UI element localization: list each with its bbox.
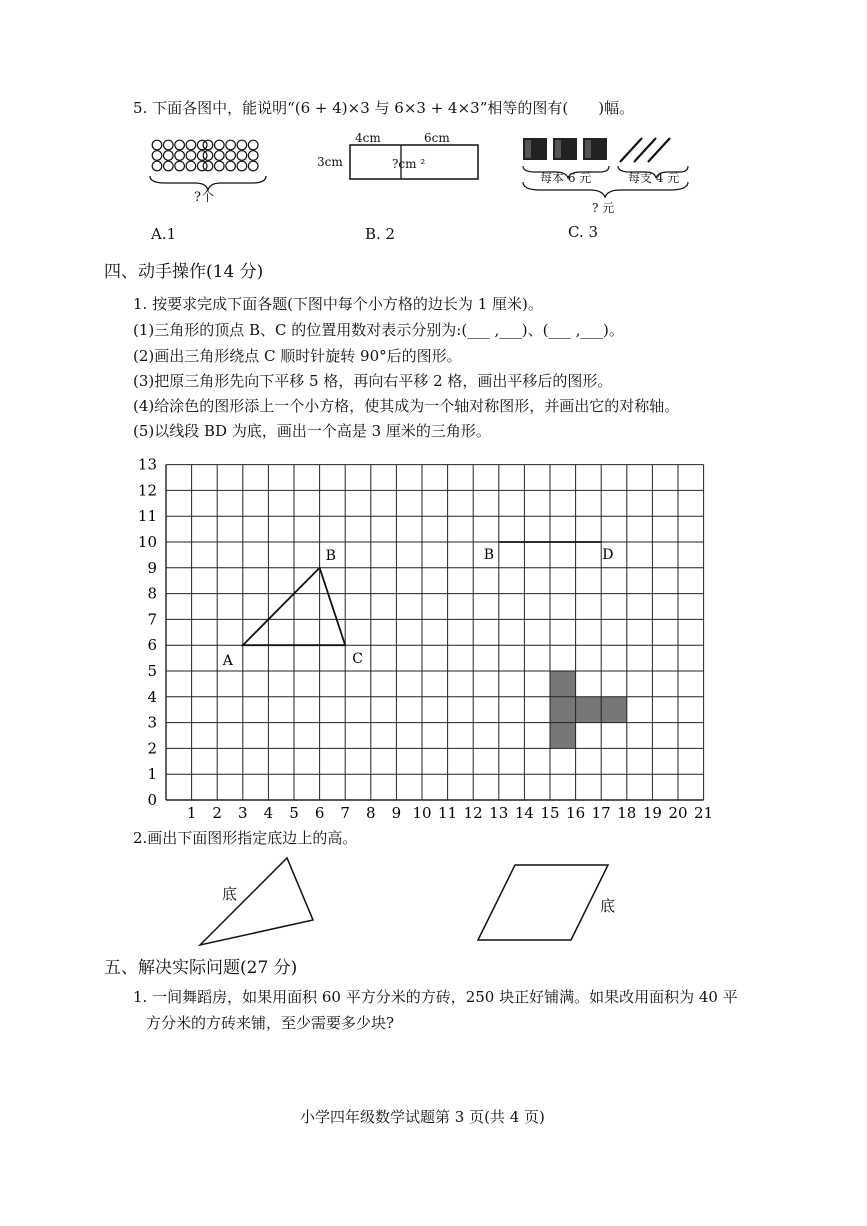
shaded-cell	[550, 671, 576, 697]
counter-circle	[186, 161, 196, 171]
figure-c-pens	[620, 138, 670, 162]
x-tick-label: 14	[514, 804, 534, 822]
counter-circle	[175, 161, 185, 171]
x-tick-label: 3	[238, 804, 248, 822]
counter-circle	[164, 161, 174, 171]
section-4-sub-5: (5)以线段 BD 为底，画出一个高是 3 厘米的三角形。	[133, 422, 491, 440]
y-tick-label: 10	[137, 533, 157, 551]
section-5-q1-line2: 方分米的方砖来铺，至少需要多少块?	[146, 1014, 395, 1032]
section-4-sub-2: (2)画出三角形绕点 C 顺时针旋转 90°后的图形。	[133, 347, 462, 365]
y-tick-label: 12	[137, 481, 157, 500]
counter-circle	[152, 161, 162, 171]
y-tick-label: 7	[147, 610, 157, 629]
shaded-cell	[601, 697, 627, 723]
parallelogram-base-label: 底	[600, 897, 616, 915]
x-tick-label: 1	[186, 804, 197, 822]
section-4-sub-4: (4)给涂色的图形添上一个小方格，使其成为一个轴对称图形，并画出它的对称轴。	[133, 397, 680, 415]
segment-b-label: B	[483, 547, 495, 563]
y-tick-label: 2	[147, 739, 157, 758]
shaded-cell	[576, 697, 602, 723]
x-tick-label: 16	[566, 804, 586, 822]
x-tick-label: 11	[438, 804, 458, 822]
figure-a-circles	[152, 140, 258, 171]
y-tick-label: 11	[137, 507, 157, 526]
counter-circle	[248, 151, 258, 161]
coordinate-grid	[138, 456, 713, 822]
x-tick-label: 12	[463, 804, 483, 822]
x-tick-label: 19	[642, 804, 662, 822]
figure-c-books	[523, 138, 607, 160]
counter-circle	[186, 151, 196, 161]
shaded-cell	[550, 723, 576, 749]
counter-circle	[237, 151, 247, 161]
counter-circle	[215, 161, 225, 171]
option-b: B. 2	[365, 225, 396, 243]
section-4-sub-1: (1)三角形的顶点 B、C 的位置用数对表示分别为:(___ ,___)、(___ ,___)。	[133, 321, 624, 339]
y-tick-label: 8	[147, 584, 157, 603]
question-5-text: 5. 下面各图中，能说明“(6 + 4)×3 与 6×3 + 4×3”相等的图有( )幅。	[133, 99, 635, 117]
counter-circle	[197, 161, 207, 171]
figure-b-side: 3cm	[317, 155, 343, 169]
counter-circle	[203, 151, 213, 161]
counter-circle	[226, 161, 236, 171]
figure-c-book-price: 每本 6 元	[540, 171, 592, 185]
parallelogram-shape	[478, 865, 608, 940]
counter-circle	[237, 161, 247, 171]
y-tick-label: 4	[147, 687, 157, 706]
page-footer: 小学四年级数学试题第 3 页(共 4 页)	[300, 1108, 545, 1126]
figure-a-brace	[150, 176, 266, 190]
y-tick-label: 5	[147, 662, 157, 680]
y-tick-label: 13	[137, 455, 157, 474]
x-tick-label: 8	[366, 804, 376, 822]
counter-circle	[215, 151, 225, 161]
x-tick-label: 18	[617, 804, 637, 822]
figure-a-label: ?个	[194, 190, 214, 205]
counter-circle	[197, 140, 207, 150]
x-tick-label: 6	[314, 804, 325, 822]
section-5-q1-line1: 1. 一间舞蹈房，如果用面积 60 平方分米的方砖，250 块正好铺满。如果改用面积为 40 平	[133, 988, 738, 1006]
x-tick-label: 17	[591, 804, 611, 822]
triangle-base-label: 底	[222, 885, 238, 903]
counter-circle	[186, 140, 196, 150]
y-tick-label: 9	[147, 558, 157, 577]
counter-circle	[226, 140, 236, 150]
counter-circle	[248, 140, 258, 150]
counter-circle	[197, 151, 207, 161]
counter-circle	[175, 151, 185, 161]
figure-b-top-right: 6cm	[424, 131, 450, 145]
section-5-title: 五、解决实际问题(27 分)	[104, 958, 298, 978]
x-tick-label: 9	[391, 804, 402, 822]
shaded-cell	[550, 697, 576, 723]
y-tick-label: 3	[147, 713, 157, 732]
counter-circle	[237, 140, 247, 150]
counter-circle	[175, 140, 185, 150]
section-4-sub-3: (3)把原三角形先向下平移 5 格，再向右平移 2 格，画出平移后的图形。	[133, 372, 613, 390]
section-4-title: 四、动手操作(14 分)	[104, 262, 264, 282]
section-4-q2: 2.画出下面图形指定底边上的高。	[133, 829, 358, 847]
section-4-q1: 1. 按要求完成下面各题(下图中每个小方格的边长为 1 厘米)。	[133, 295, 543, 313]
x-tick-label: 10	[412, 804, 432, 822]
counter-circle	[215, 140, 225, 150]
figure-b-center: ?cm ²	[392, 157, 426, 171]
counter-circle	[226, 151, 236, 161]
y-tick-label: 1	[147, 765, 157, 784]
counter-circle	[248, 161, 258, 171]
x-tick-label: 21	[694, 804, 714, 822]
x-tick-label: 13	[489, 804, 509, 822]
counter-circle	[152, 151, 162, 161]
x-tick-label: 7	[340, 804, 350, 822]
point-a-label: A	[222, 653, 233, 670]
figure-c-total: ? 元	[592, 201, 615, 215]
y-tick-label: 0	[147, 791, 157, 809]
x-tick-label: 2	[212, 804, 222, 822]
counter-circle	[152, 140, 162, 150]
x-tick-label: 20	[668, 804, 688, 822]
x-tick-label: 15	[540, 804, 560, 822]
triangle-shape	[200, 858, 313, 945]
x-tick-label: 4	[263, 804, 274, 822]
counter-circle	[164, 151, 174, 161]
counter-circle	[203, 161, 213, 171]
option-c: C. 3	[568, 223, 599, 241]
segment-d-label: D	[602, 547, 614, 563]
y-tick-label: 6	[147, 636, 157, 655]
x-tick-label: 5	[289, 804, 299, 822]
counter-circle	[164, 140, 174, 150]
option-a: A.1	[151, 225, 177, 243]
point-c-label: C	[352, 651, 363, 668]
point-b-label: B	[325, 547, 336, 564]
counter-circle	[203, 140, 213, 150]
figure-c-pen-price: 每支 4 元	[628, 171, 680, 185]
figure-b-top-left: 4cm	[355, 131, 381, 145]
